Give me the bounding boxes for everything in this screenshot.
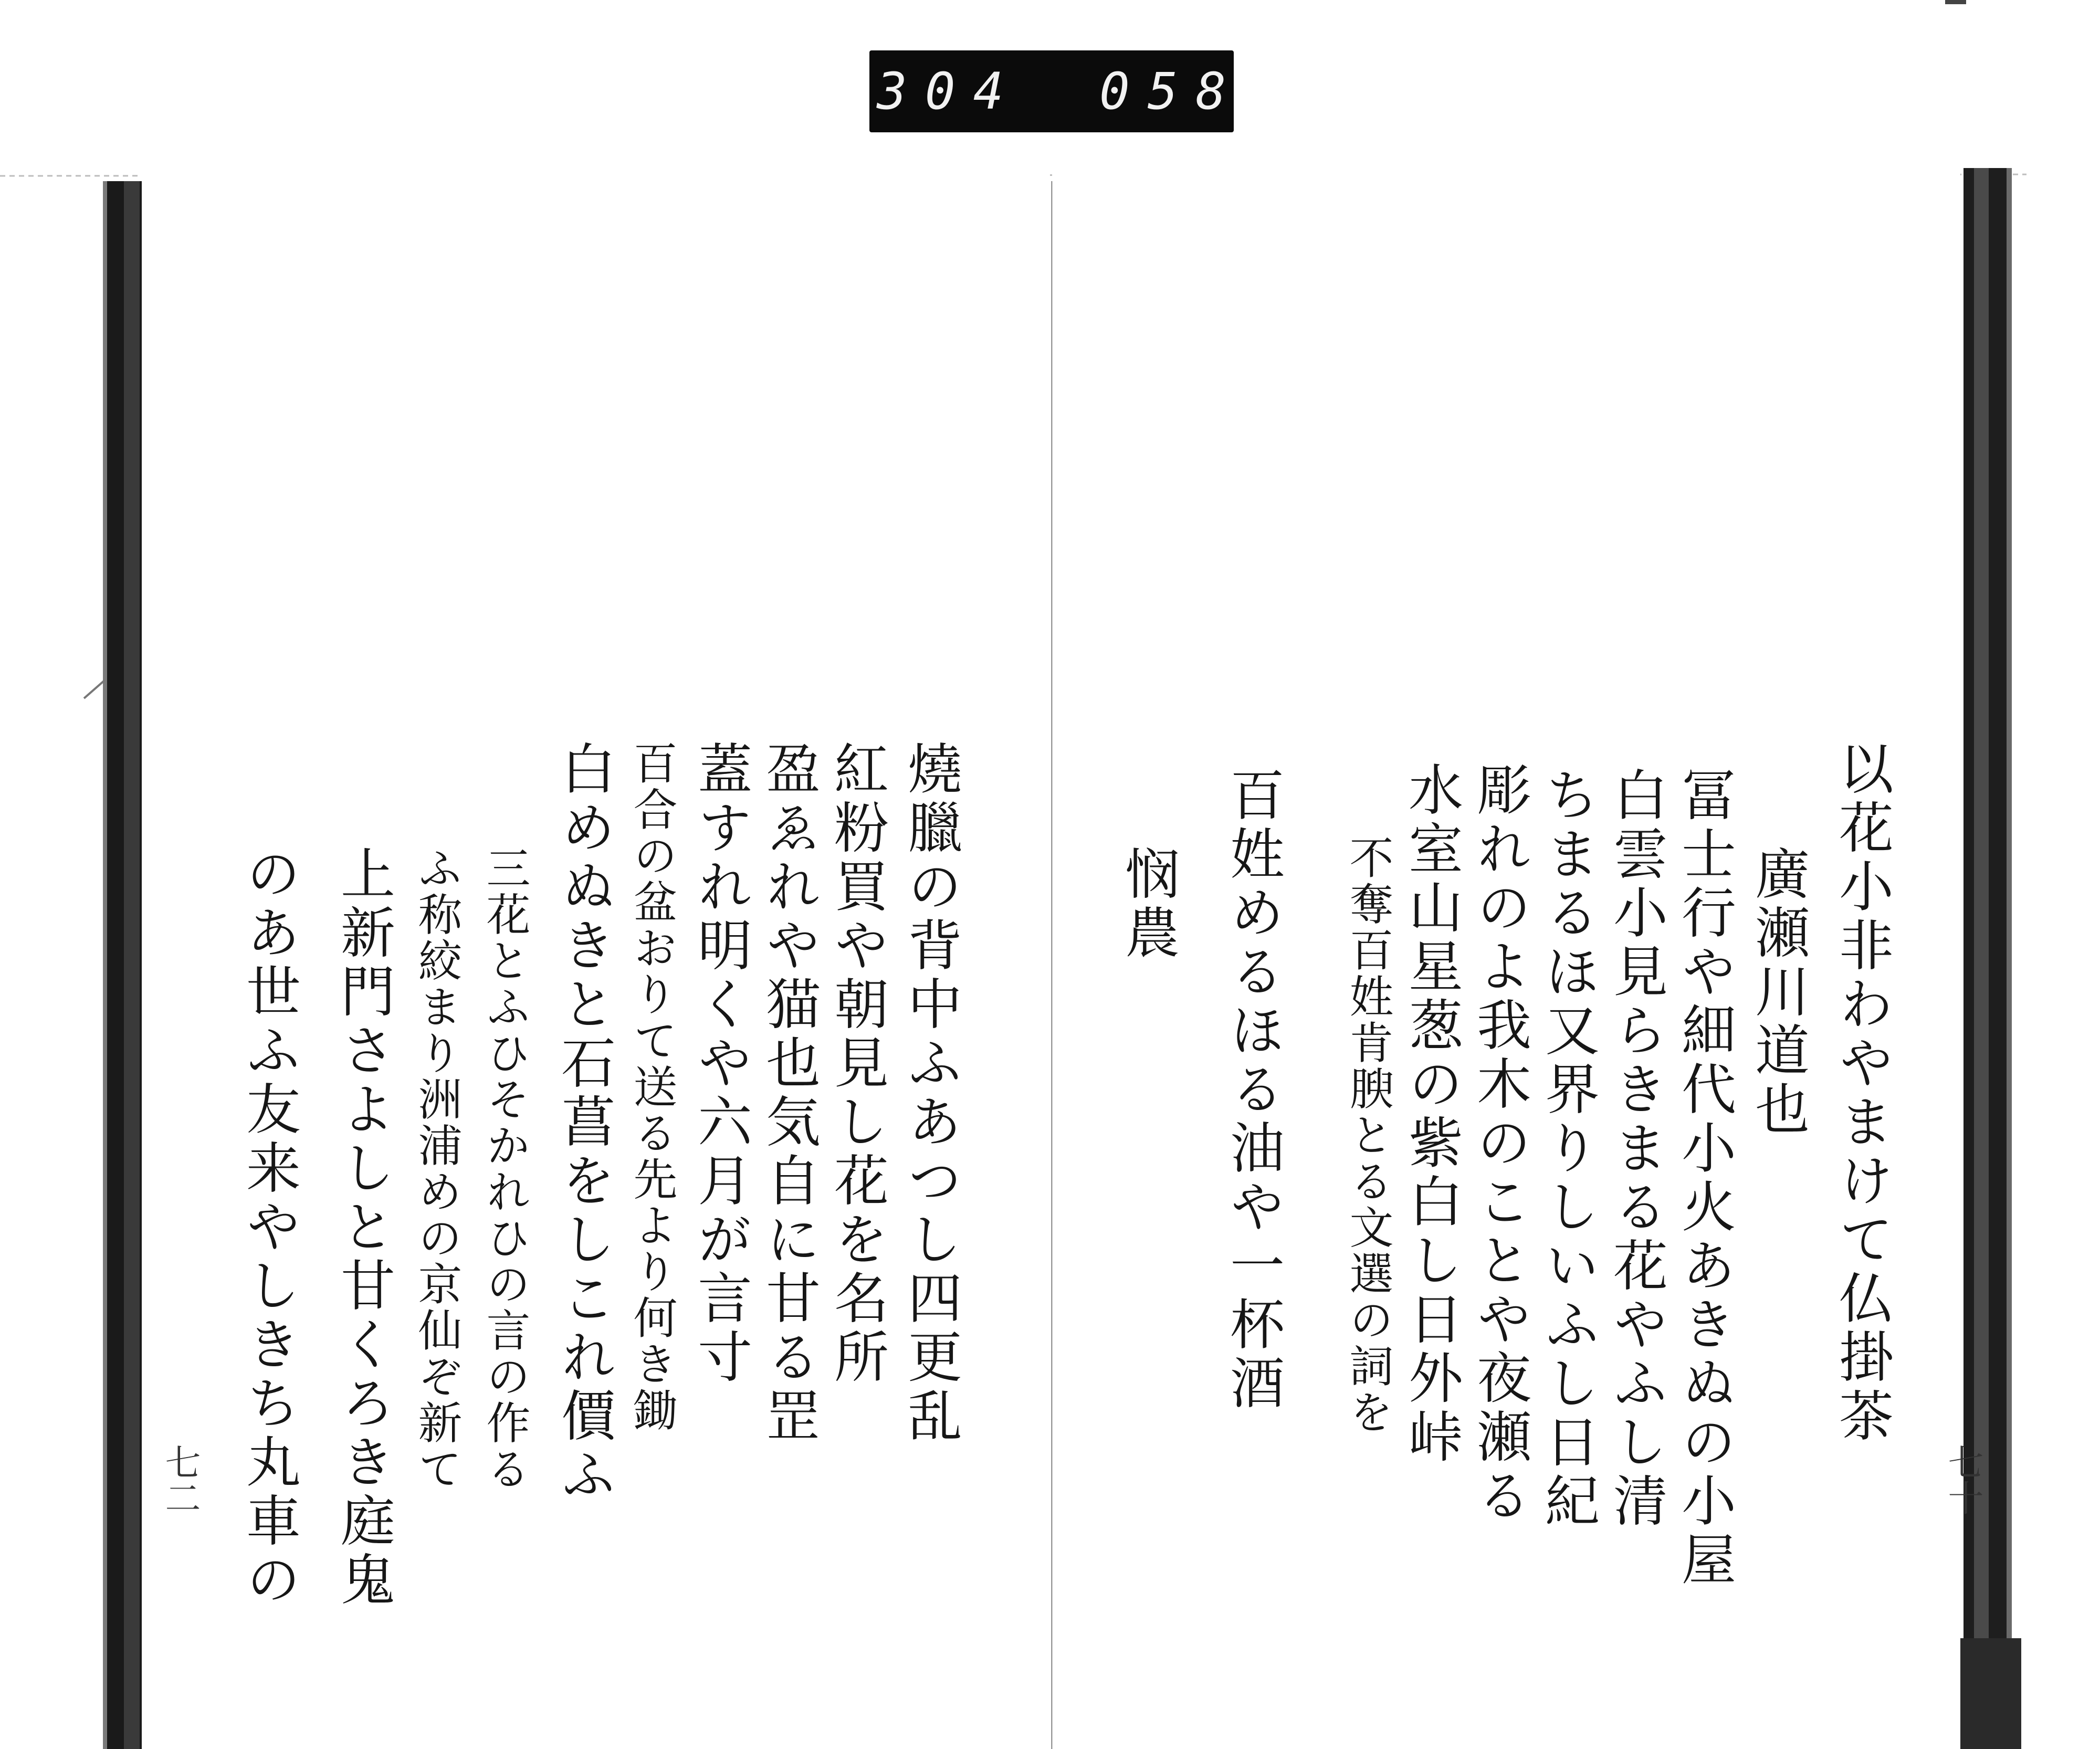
text-column: 燒臘の背中ふあつし四更乱 [898, 740, 962, 1446]
text-column: 白雲小見らきまる花やふし清 [1604, 767, 1668, 1531]
text-column: 不奪百姓肯腴とる文選の詞を [1342, 835, 1394, 1436]
left-page [142, 173, 1050, 1749]
text-column: 三花とふひそかれひの言の作る [479, 845, 531, 1492]
microfilm-frame-label [869, 50, 1244, 132]
text-column: 水室山星葱の紫白し日外峠 [1399, 761, 1463, 1467]
text-column: 廣瀬川道也 [1746, 845, 1810, 1139]
text-column: 百姓めるほる油や一杯酒 [1221, 767, 1285, 1413]
reel-number: 304 [877, 62, 1022, 121]
text-column: のあ世ふ友来やしきち丸車の [237, 845, 301, 1610]
frame-number: 058 [1099, 62, 1244, 121]
right-page [1052, 173, 1983, 1749]
text-column: ふ称絞まり洲浦めの京仙ぞ新て [411, 845, 463, 1492]
text-column: 白めぬきと石菖をしこれ價ふ [552, 740, 616, 1505]
text-column: 彫れのよ我木のことや夜瀬る [1467, 761, 1531, 1526]
text-column: 冨士行や細代小火あきぬの小屋 [1672, 767, 1736, 1590]
text-column: 百合の盆おりて送る先より何き鋤 [626, 740, 678, 1433]
text-column: 以花小非わやまけて仏掛茶 [1830, 740, 1894, 1446]
page-folio: 七二 [159, 1444, 201, 1515]
text-column: ちまるほ又界りしいふし日紀 [1536, 767, 1600, 1531]
text-column: 盈ゑれや猫也気自に甘る罡 [757, 740, 821, 1446]
text-column: 悯農 [1116, 845, 1180, 963]
text-column: 上新門さよしと甘くろき庭鬼 [331, 845, 395, 1610]
text-column: 蓋すれ明くや六月が言寸 [688, 740, 752, 1387]
page-folio: 七十 [1942, 1444, 1983, 1515]
text-column: 紅粉買や朝見し花を名所 [825, 740, 889, 1387]
